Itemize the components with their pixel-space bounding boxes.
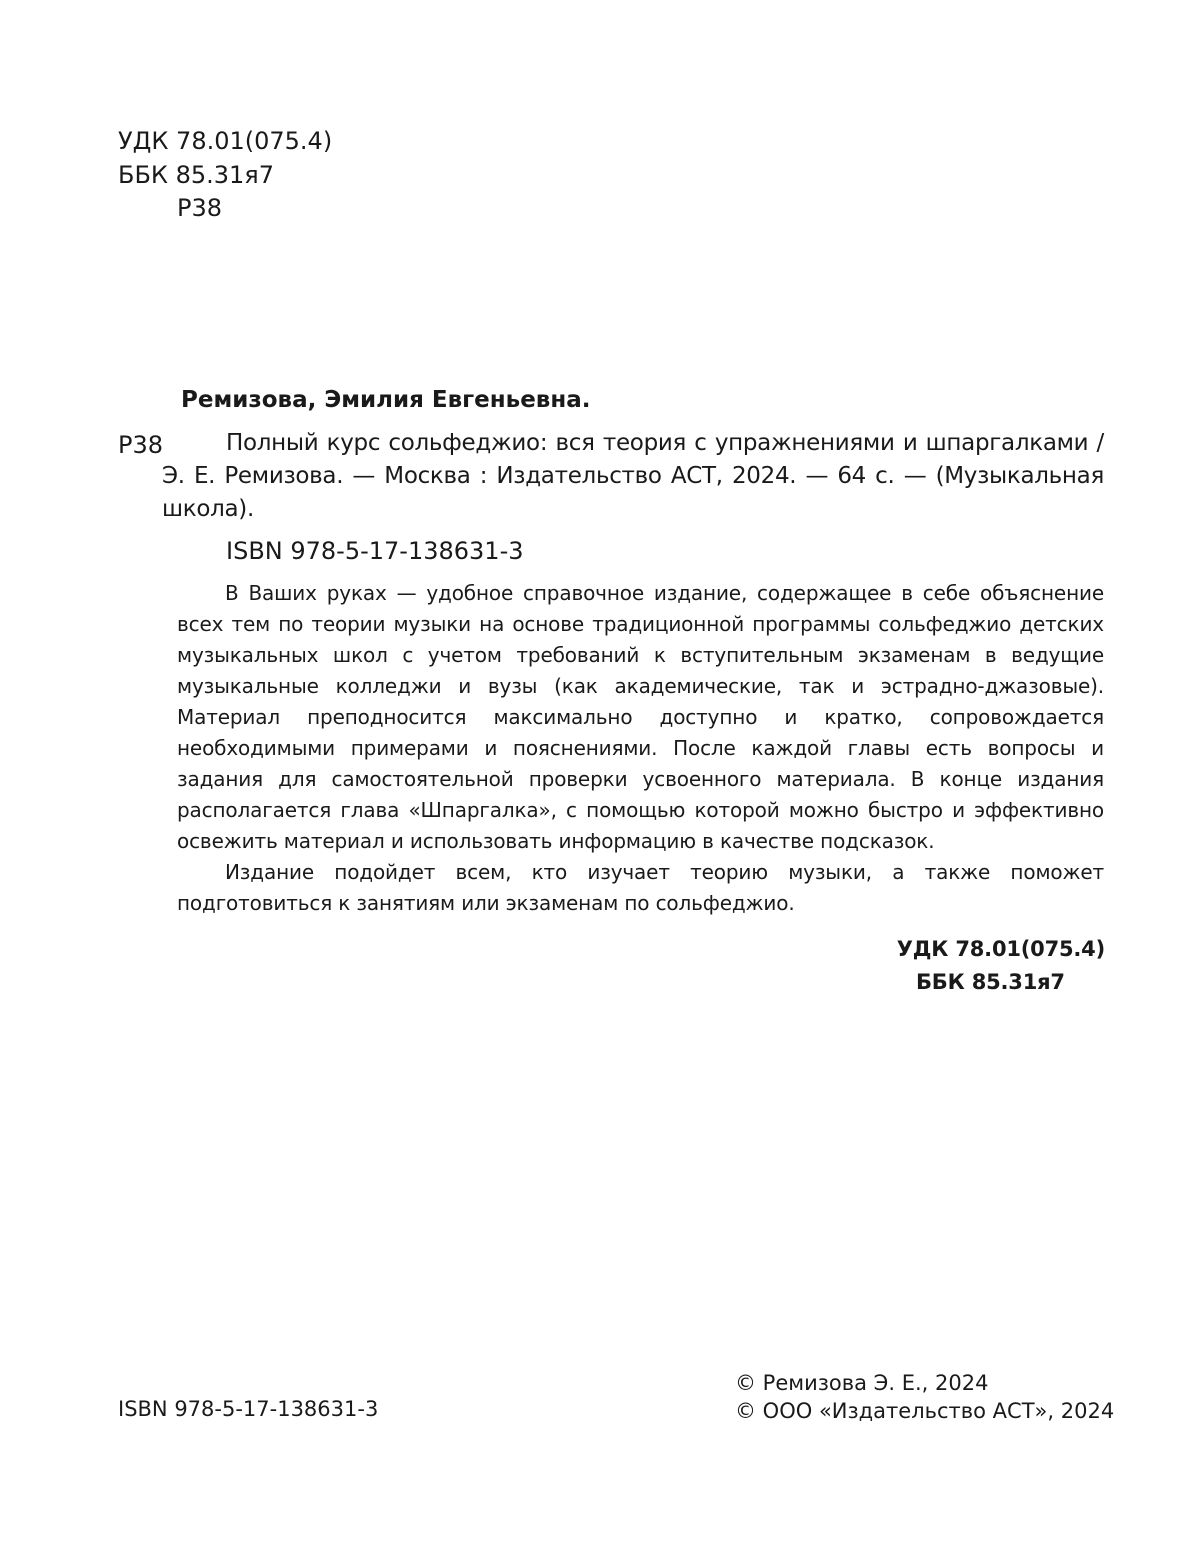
cutter-top: Р38: [177, 194, 223, 222]
annotation-paragraph-2: Издание подойдет всем, кто изучает теорию музыки, а также поможет подготовиться к занятиям или экзаменам по сольфеджио.: [177, 860, 1104, 915]
bbk-bottom: ББК 85.31я7: [916, 970, 1065, 994]
record-isbn: ISBN 978-5-17-138631-3: [226, 537, 524, 565]
copyright-author: © Ремизова Э. Е., 2024: [735, 1371, 989, 1395]
cutter-mark: Р38: [118, 431, 164, 459]
copyright-publisher: © ООО «Издательство АСТ», 2024: [735, 1399, 1115, 1423]
title-statement: Полный курс сольфеджио: вся теория с упражнениями и шпаргалками / Э. Е. Ремизова. — Москва : Издательство АСТ, 2024. — 64 с. — (Музыкальная школа).: [162, 430, 1104, 522]
footer-isbn: ISBN 978-5-17-138631-3: [118, 1397, 379, 1421]
udk-top: УДК 78.01(075.4): [118, 127, 333, 155]
udk-bottom: УДК 78.01(075.4): [896, 937, 1105, 961]
annotation: [177, 578, 1104, 919]
author-heading: Ремизова, Эмилия Евгеньевна.: [181, 387, 591, 413]
annotation-paragraph-1: В Ваших руках — удобное справочное издание, содержащее в себе объяснение всех тем по теории музыки на основе традиционной программы сольфеджио детских музыкальных школ с учетом требований к вступительным экзаменам в ведущие музыкальные колледжи и вузы (как академические, так и эстрадно-джазовые). Материал преподносится максимально доступно и кратко, сопровождается необходимыми примерами и пояснениями. После каждой главы есть вопросы и задания для самостоятельной проверки усвоенного материала. В конце издания располагается глава «Шпаргалка», с помощью которой можно быстро и эффективно освежить материал и использовать информацию в качестве подсказок.: [177, 581, 1104, 853]
bbk-top: ББК 85.31я7: [118, 161, 275, 189]
